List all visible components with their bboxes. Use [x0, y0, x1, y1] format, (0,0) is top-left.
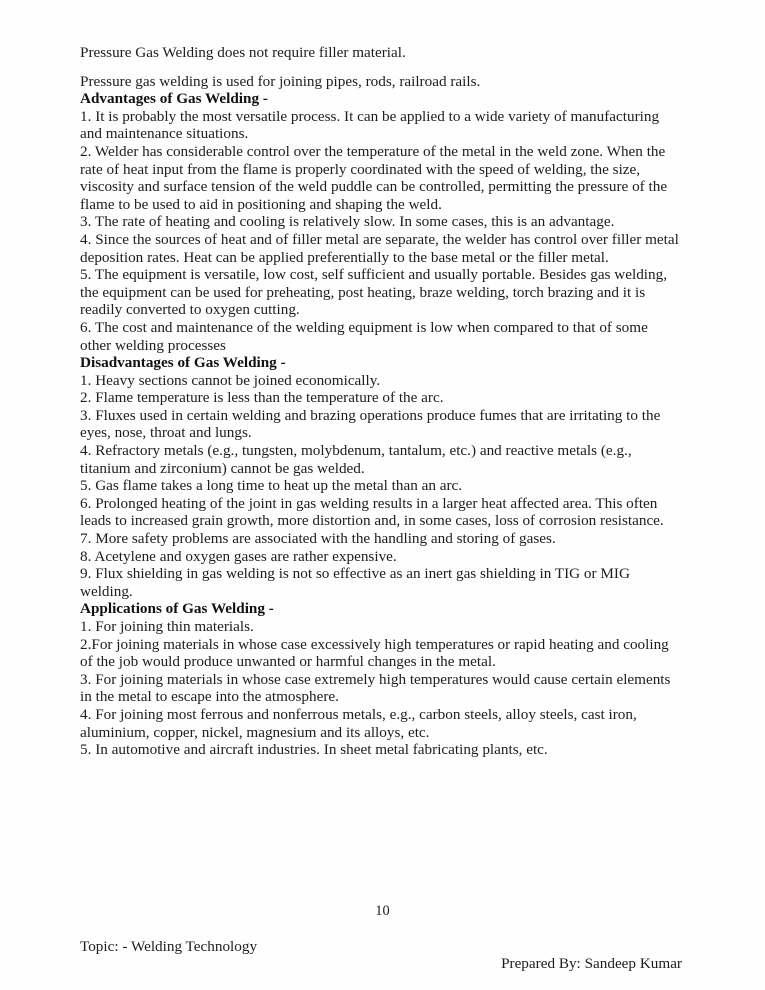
- section-applications: [80, 600, 682, 758]
- list-item: 1. It is probably the most versatile process. It can be applied to a wide variety of manufacturing and maintenance situations.: [80, 107, 660, 143]
- list-item: 9. Flux shielding in gas welding is not so effective as an inert gas shielding in TIG or MIG welding.: [80, 565, 630, 600]
- list-item: 6. The cost and maintenance of the welding equipment is low when compared to that of some other welding processes: [80, 318, 648, 354]
- section-advantages: [80, 90, 682, 354]
- intro-paragraph-2: Pressure gas welding is used for joining pipes, rods, railroad rails.: [80, 72, 481, 90]
- list-item: 3. The rate of heating and cooling is relatively slow. In some cases, this is an advantage.: [80, 213, 615, 231]
- list-item: 1. For joining thin materials.: [80, 618, 254, 635]
- list-item: 4. Refractory metals (e.g., tungsten, molybdenum, tantalum, etc.) and reactive metals (e.g., titanium and zirconium) cannot be gas welded.: [80, 442, 632, 477]
- list-item: 2.For joining materials in whose case excessively high temperatures or rapid heating and cooling of the job would produce unwanted or harmful changes in the metal.: [80, 635, 669, 671]
- list-item: 4. Since the sources of heat and of filler metal are separate, the welder has control over filler metal deposition rates. Heat can be applied preferentially to the base metal or the filler metal.: [80, 230, 679, 266]
- list-item: 5. Gas flame takes a long time to heat up the metal than an arc.: [80, 477, 463, 495]
- page-number: 10: [375, 903, 390, 919]
- list-item: 2. Flame temperature is less than the temperature of the arc.: [80, 389, 444, 407]
- section-heading-disadvantages: Disadvantages of Gas Welding -: [80, 354, 286, 372]
- footer-topic: Topic: - Welding Technology: [80, 938, 258, 955]
- intro-paragraph-1: Pressure Gas Welding does not require filler material.: [80, 44, 406, 61]
- list-item: 7. More safety problems are associated with the handling and storing of gases.: [80, 530, 556, 548]
- list-item: 5. In automotive and aircraft industries. In sheet metal fabricating plants, etc.: [80, 741, 548, 759]
- list-item: 1. Heavy sections cannot be joined economically.: [80, 371, 381, 389]
- list-item: 4. For joining most ferrous and nonferrous metals, e.g., carbon steels, alloy steels, cast iron, aluminium, copper, nickel, magnesium and its alloys, etc.: [80, 705, 637, 741]
- section-disadvantages: [80, 354, 682, 600]
- section-heading-advantages: Advantages of Gas Welding -: [80, 90, 268, 108]
- page-content: [80, 44, 682, 759]
- list-item: 6. Prolonged heating of the joint in gas welding results in a larger heat affected area. This often leads to increased grain growth, more distortion and, in some cases, loss of corrosion resistance.: [80, 494, 664, 530]
- list-item: 5. The equipment is versatile, low cost, self sufficient and usually portable. Besides gas welding, the equipment can be used for preheating, post heating, braze welding, torch brazing and it is readily converted to oxygen cutting.: [80, 266, 667, 319]
- list-item: 8. Acetylene and oxygen gases are rather expensive.: [80, 547, 397, 565]
- list-item: 3. Fluxes used in certain welding and brazing operations produce fumes that are irritating to the eyes, nose, throat and lungs.: [80, 406, 661, 442]
- section-heading-applications: Applications of Gas Welding -: [80, 600, 274, 618]
- list-item: 3. For joining materials in whose case extremely high temperatures would cause certain elements in the metal to escape into the atmosphere.: [80, 670, 671, 706]
- footer-prepared-by: Prepared By: Sandeep Kumar: [501, 955, 682, 972]
- list-item: 2. Welder has considerable control over the temperature of the metal in the weld zone. When the rate of heat input from the flame is properly coordinated with the speed of welding, the size, viscosity and surface tension of the weld puddle can be controlled, permitting the pressure of the flame to be used to aid in positioning and shaping the weld.: [80, 142, 668, 213]
